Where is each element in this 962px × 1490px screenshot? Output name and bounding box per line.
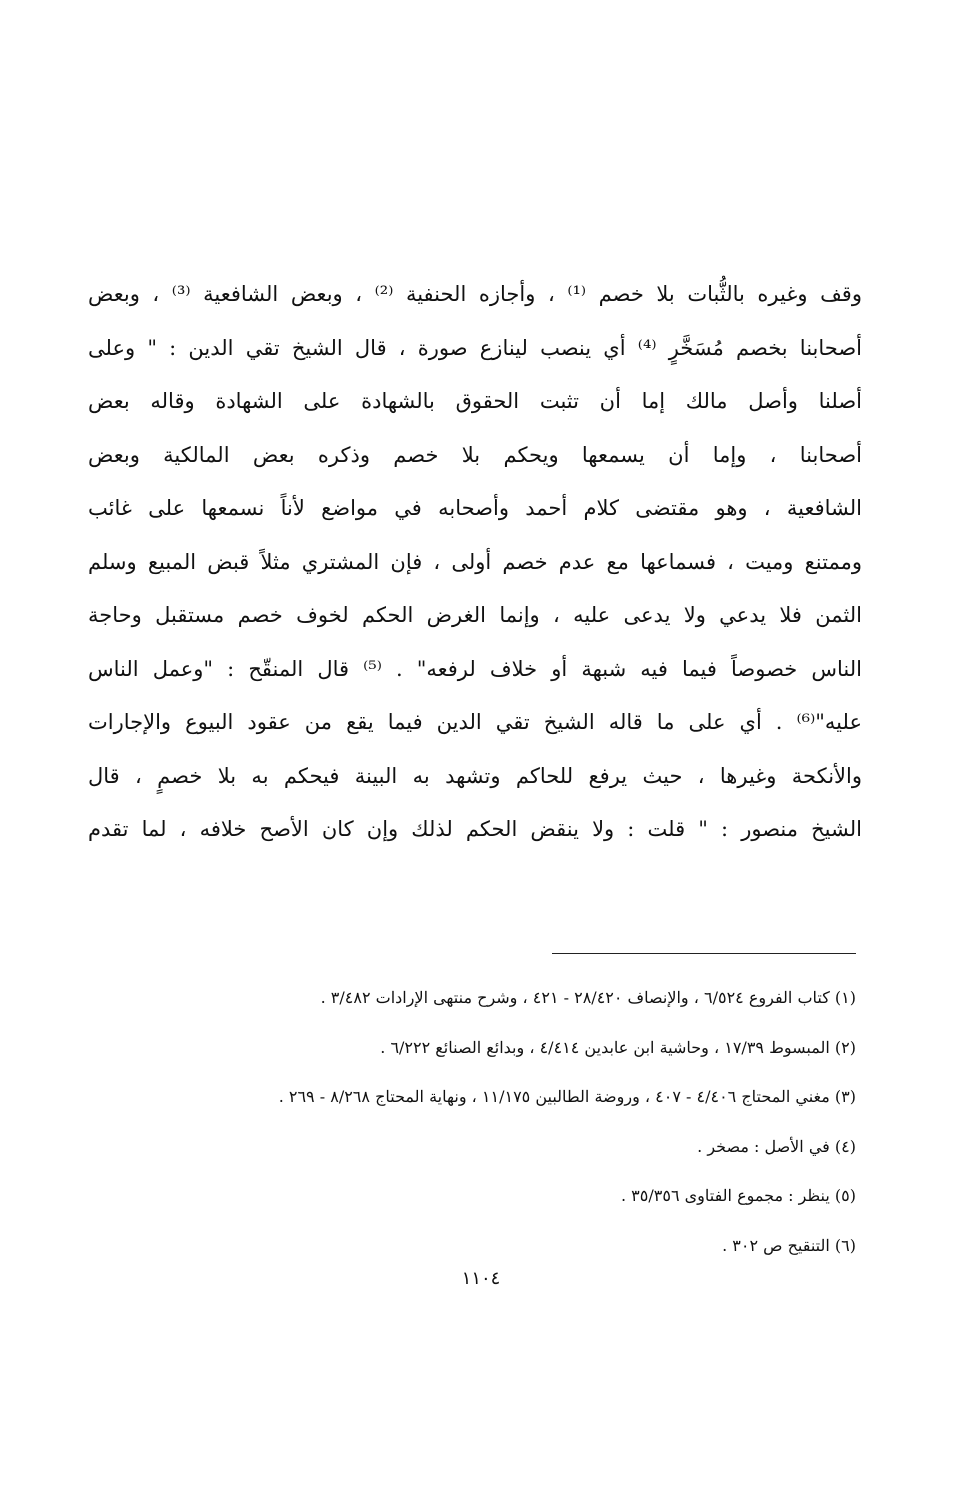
footnote: (٦) التنقيح ص ٣٠٢ .: [722, 1235, 856, 1255]
text-line: الناس خصوصاً فيما فيه شبهة أو خلاف لرفعه" . ⁽⁵⁾ قال المنقّح : "وعمل الناس: [88, 656, 862, 681]
text-line: أصلنا وأصل مالك إما أن تثبت الحقوق بالشهادة على الشهادة وقاله بعض: [88, 389, 862, 413]
text-line: أصحابنا ، وإما أن يسمعها ويحكم بلا خصم وذكره بعض المالكية وبعض: [88, 442, 862, 467]
text-line: أصحابنا بخصم مُسَخَّرٍ ⁽⁴⁾ أي ينصب لينازع صورة ، قال الشيخ تقي الدين : " وعلى: [88, 335, 862, 360]
text-line: الشافعية ، وهو مقتضى كلام أحمد وأصحابه في مواضع لأناً نسمعها على غائب: [88, 496, 862, 520]
footnote: (٥) ينظر : مجموع الفتاوى ٣٥/٣٥٦ .: [621, 1186, 856, 1205]
page-number: ١١٠٤: [461, 1268, 501, 1289]
main-text-block: [88, 268, 862, 857]
text-line: عليه"⁽⁶⁾ . أي على ما قاله الشيخ تقي الدين فيما يقع من عقود البيوع والإجارات: [88, 710, 862, 734]
footnote-separator: [552, 953, 856, 954]
footnote: (٢) المبسوط ١٧/٣٩ ، وحاشية ابن عابدين ٤/٤١٤ ، وبدائع الصنائع ٦/٢٢٢ .: [380, 1037, 856, 1057]
footnotes-block: [136, 978, 856, 1275]
footnote: (١) كتاب الفروع ٦/٥٢٤ ، والإنصاف ٢٨/٤٢٠ - ٤٢١ ، وشرح منتهى الإرادات ٣/٤٨٢ .: [320, 988, 856, 1007]
footnote: (٣) مغني المحتاج ٤/٤٠٦ - ٤٠٧ ، وروضة الطالبين ١١/١٧٥ ، ونهاية المحتاج ٨/٢٦٨ - ٢٦٩ .: [278, 1087, 856, 1106]
text-line: الشيخ منصور : " قلت : ولا ينقض الحكم لذلك وإن كان الأصح خلافه ، لما تقدم: [88, 817, 862, 841]
footnote: (٤) في الأصل : مصخر .: [697, 1136, 856, 1156]
text-line: وقف وغيره بالثُّبات بلا خصم ⁽¹⁾ ، وأجازه الحنفية ⁽²⁾ ، وبعض الشافعية ⁽³⁾ ، وبعض: [88, 282, 862, 306]
text-line: الثمن فلا يدعي ولا يدعى عليه ، وإنما الغرض الحكم لخوف خصم مستقبل وحاجة: [88, 603, 862, 627]
text-line: وممتنع وميت ، فسماعها مع عدم خصم أولى ، فإن المشتري مثلاً قبض المبيع وسلم: [88, 549, 862, 574]
text-line: والأنكحة وغيرها ، حيث يرفع للحاكم وتشهد به البينة فيحكم به بلا خصمٍ ، قال: [88, 763, 862, 788]
